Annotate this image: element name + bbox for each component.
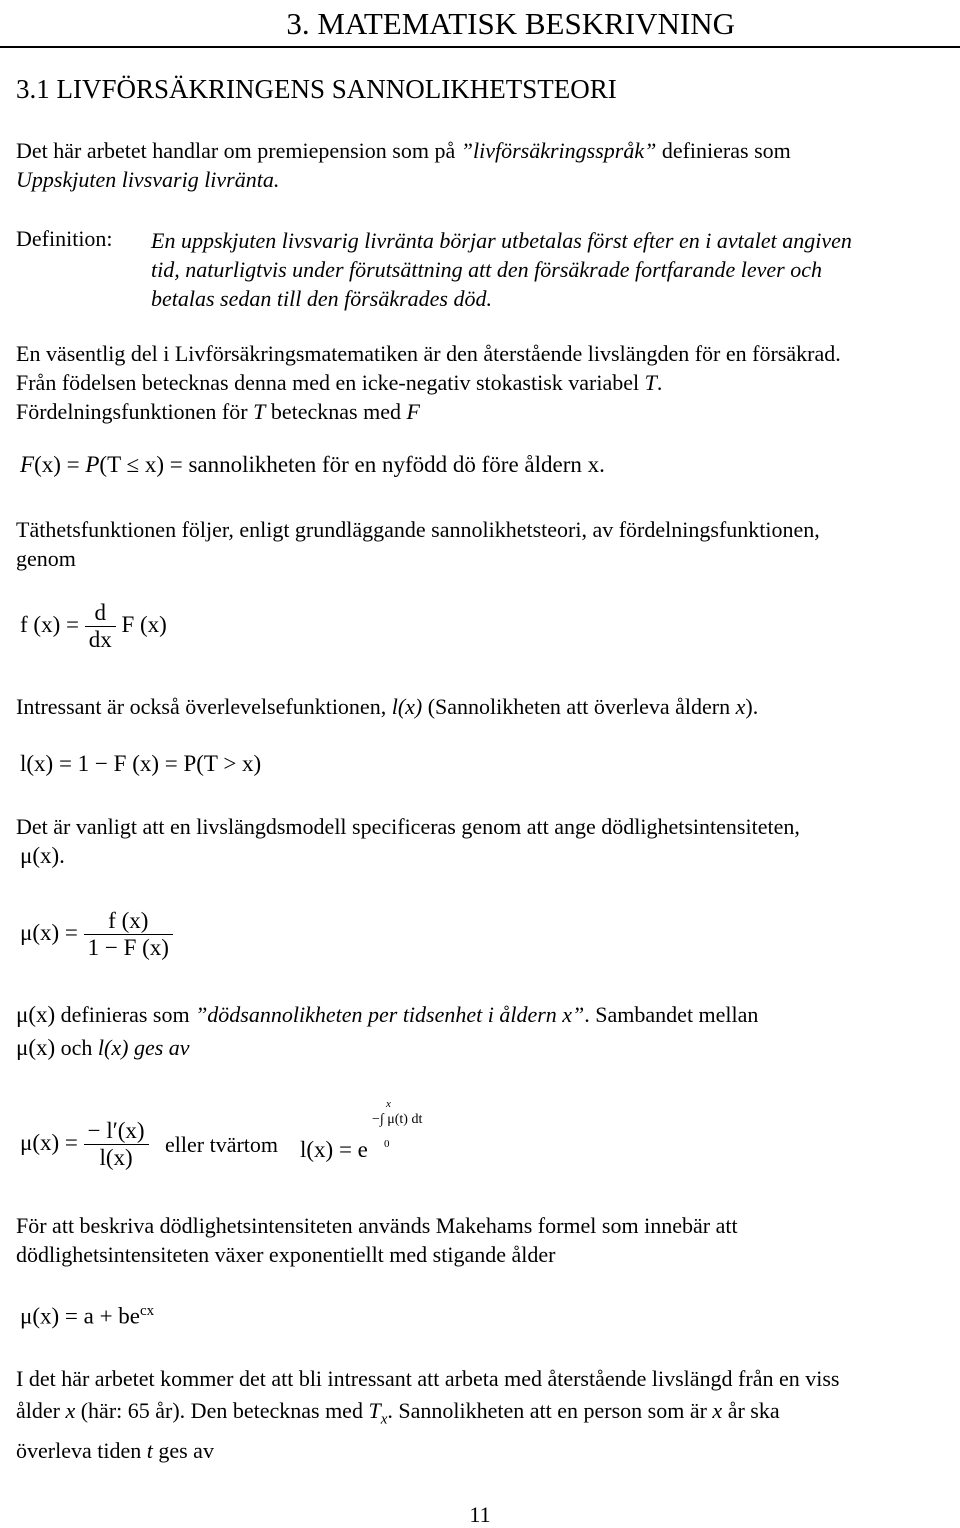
p3-c: ). <box>745 694 759 719</box>
equation-l: l(x) = 1 − F (x) = P(T > x) <box>20 751 262 776</box>
eq-F-P: P <box>85 452 100 477</box>
eq-F-inner: (T ≤ x) = <box>99 452 189 477</box>
eq-F-text: sannolikheten för en nyfödd dö före åldern x. <box>188 452 605 477</box>
intro-term: ”livförsäkringsspråk” <box>460 138 657 163</box>
p7-T: T <box>368 1398 381 1423</box>
p2-line2: genom <box>16 546 76 571</box>
eq-F-lhs: F <box>20 452 35 477</box>
eq-mu2-fraction <box>84 1118 149 1171</box>
definition-text <box>151 226 852 313</box>
eq-F-arg: (x) = <box>34 452 86 477</box>
page-number: 11 <box>469 1502 491 1527</box>
equation-f <box>20 600 167 653</box>
p7-c: . Sannolikheten att en person som är <box>387 1398 713 1423</box>
p5-a: definieras som <box>55 1002 196 1027</box>
p1-var-T: T <box>644 370 657 395</box>
intro-paragraph <box>16 136 791 194</box>
p3-var2: x <box>735 694 746 719</box>
p4-line1: Det är vanligt att en livslängdsmodell specificeras genom att ange dödlighetsintensiteten, <box>16 814 800 839</box>
paragraph-5 <box>16 1000 758 1062</box>
eq-make-text: μ(x) = a + be <box>20 1303 141 1329</box>
chapter-title: 3. MATEMATISK BESKRIVNING <box>286 6 735 41</box>
p7-d: år ska <box>722 1398 780 1423</box>
eq-mu-fraction <box>84 908 173 961</box>
intro-text-after: definieras som <box>656 138 791 163</box>
eq-f-num: d <box>94 600 106 625</box>
p7-x: x <box>65 1398 76 1423</box>
p2-line1: Täthetsfunktionen följer, enligt grundläggande sannolikhetsteori, av fördelningsfunktionen, <box>16 517 820 542</box>
eq-mu-num: f (x) <box>108 908 149 933</box>
eq-mu2-upper: x <box>386 1098 391 1110</box>
intro-text: Det här arbetet handlar om premiepension som på <box>16 138 461 163</box>
p3-b: (Sannolikheten att överleva åldern <box>422 694 736 719</box>
p5-c: och <box>55 1035 98 1060</box>
eq-mu2-rhs: l(x) = e <box>300 1137 368 1162</box>
eq-f-fraction <box>85 600 116 653</box>
paragraph-1 <box>16 339 841 426</box>
definition-line1: En uppskjuten livsvarig livränta börjar utbetalas först efter en i avtalet angiven <box>151 228 852 253</box>
p7-t: t <box>146 1438 153 1464</box>
p7-x2: x <box>712 1398 723 1423</box>
intro-line2: Uppskjuten livsvarig livränta. <box>16 167 280 192</box>
paragraph-3 <box>16 692 758 721</box>
p6-line2: dödlighetsintensiteten växer exponentiellt med stigande ålder <box>16 1242 556 1267</box>
paragraph-7 <box>16 1363 839 1467</box>
equation-makeham <box>20 1303 154 1330</box>
p5-quote: ”dödsannolikheten per tidsenhet i åldern x” <box>195 1002 585 1027</box>
p7-f: ges av <box>152 1438 214 1464</box>
eq-mu2-mid: eller tvärtom <box>165 1132 279 1157</box>
eq-f-rhs: F (x) <box>121 611 167 637</box>
eq-mu2-num: − l′(x) <box>87 1118 145 1143</box>
eq-f-den: dx <box>85 626 116 653</box>
p7-line1: I det här arbetet kommer det att bli intressant att arbeta med återstående livslängd från en viss <box>16 1366 840 1391</box>
p1-var-F: F <box>406 399 420 424</box>
section-title: 3.1 LIVFÖRSÄKRINGENS SANNOLIKHETSTEORI <box>16 74 617 104</box>
p3-var: l(x) <box>391 694 423 719</box>
eq-mu-lhs: μ(x) = <box>20 919 84 945</box>
p7-sub: x <box>380 1411 388 1428</box>
p1-line2-a: Från födelsen betecknas denna med en icke-negativ stokastisk variabel <box>16 370 645 395</box>
equation-mu2 <box>20 1118 149 1171</box>
eq-f-lhs: f (x) = <box>20 611 85 637</box>
paragraph-4 <box>16 812 800 870</box>
p1-var-T2: T <box>253 399 266 424</box>
p1-line3-b: betecknas med <box>265 399 407 424</box>
p4-line2: μ(x). <box>20 843 65 868</box>
definition-line3: betalas sedan till den försäkrades död. <box>151 286 492 311</box>
paragraph-2 <box>16 515 820 573</box>
p7-a: ålder <box>16 1398 66 1423</box>
paragraph-6 <box>16 1211 738 1269</box>
header-rule <box>0 46 960 48</box>
p5-mu1: μ(x) <box>16 1002 56 1027</box>
p5-b: . Sambandet mellan <box>584 1002 759 1027</box>
p3-a: Intressant är också överlevelsefunktionen, <box>16 694 392 719</box>
p6-line1: För att beskriva dödlighetsintensiteten används Makehams formel som innebär att <box>16 1213 738 1238</box>
equation-F <box>20 452 605 478</box>
eq-make-exp: cx <box>140 1303 155 1319</box>
p1-line1: En väsentlig del i Livförsäkringsmatematiken är den återstående livslängden för en försäkrad. <box>16 341 841 366</box>
eq-mu2-den: l(x) <box>84 1144 149 1171</box>
p7-b: (här: 65 år). Den betecknas med <box>75 1398 369 1423</box>
eq-mu2-lhs: μ(x) = <box>20 1129 84 1155</box>
p1-line2-b: . <box>656 370 663 395</box>
eq-mu-den: 1 − F (x) <box>84 934 173 961</box>
equation-mu <box>20 908 173 961</box>
eq-mu2-exp: −∫ μ(t) dt <box>372 1112 423 1127</box>
definition-label: Definition: <box>16 226 113 251</box>
p5-d: l(x) ges av <box>97 1035 190 1060</box>
definition-line2: tid, naturligtvis under förutsättning att den försäkrade fortfarande lever och <box>151 257 822 282</box>
eq-mu2-lower: 0 <box>384 1138 390 1150</box>
p1-line3-a: Fördelningsfunktionen för <box>16 399 254 424</box>
p7-e: överleva tiden <box>16 1438 147 1464</box>
p5-mu2: μ(x) <box>16 1035 56 1060</box>
